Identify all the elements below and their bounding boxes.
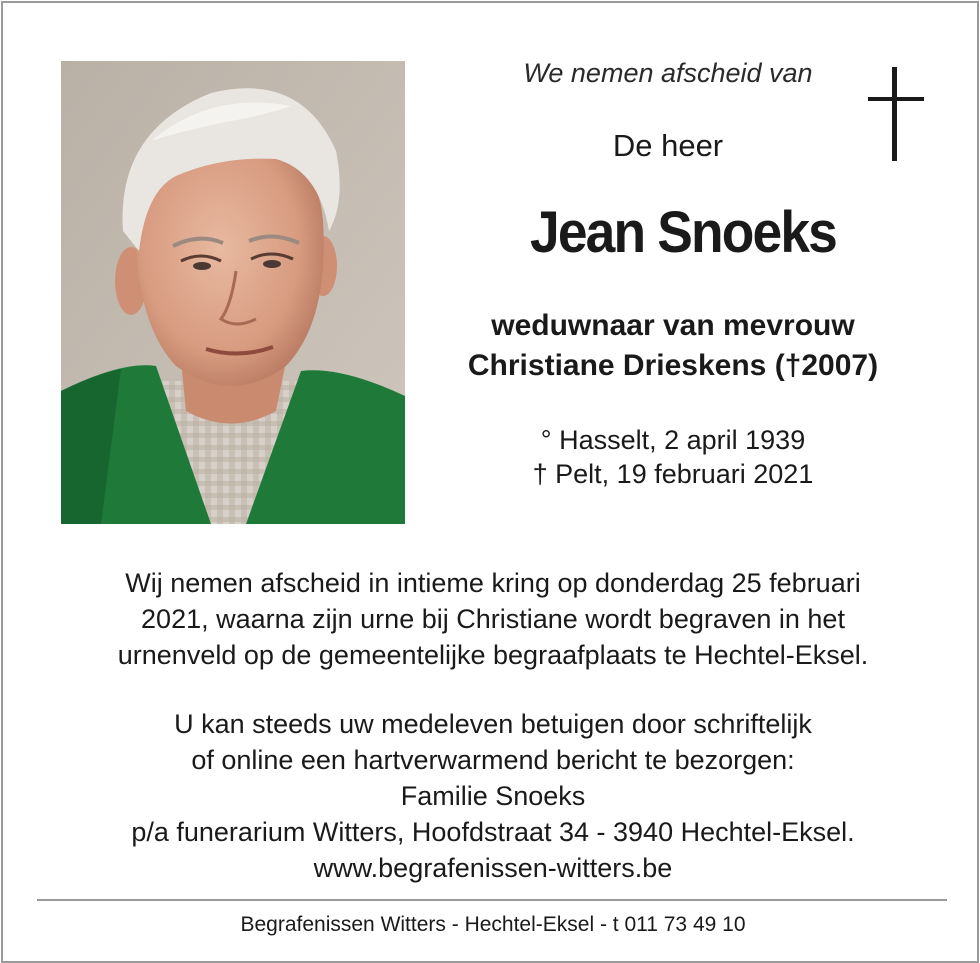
- death-date: † Pelt, 19 februari 2021: [532, 459, 814, 489]
- paragraph-line: U kan steeds uw medeleven betuigen door schriftelijk: [174, 709, 812, 739]
- website-link[interactable]: www.begrafenissen-witters.be: [313, 853, 673, 883]
- ceremony-paragraph: [33, 565, 953, 673]
- footer-text: Begrafenissen Witters - Hechtel-Eksel - t 011 73 49 10: [240, 913, 746, 936]
- footer-divider: [37, 899, 947, 901]
- salutation: De heer: [612, 128, 724, 163]
- deceased-name: Jean Snoeks: [529, 200, 837, 265]
- condolence-paragraph: [33, 706, 953, 886]
- paragraph-line: Wij nemen afscheid in intieme kring op donderdag 25 februari: [125, 568, 861, 598]
- birth-date: ° Hasselt, 2 april 1939: [540, 425, 806, 455]
- spouse-line-2: Christiane Drieskens (†2007): [467, 349, 879, 382]
- paragraph-line: urnenveld op de gemeentelijke begraafplaats te Hechtel-Eksel.: [117, 640, 869, 670]
- obituary-card: [1, 1, 979, 963]
- paragraph-line: of online een hartverwarmend bericht te bezorgen:: [191, 745, 795, 775]
- address-line: p/a funerarium Witters, Hoofdstraat 34 - 3940 Hechtel-Eksel.: [131, 817, 855, 847]
- family-name: Familie Snoeks: [400, 781, 586, 811]
- life-dates: [433, 423, 913, 491]
- intro-text: We nemen afscheid van: [523, 58, 813, 88]
- portrait-photo: [61, 61, 405, 524]
- spouse-info: [403, 306, 943, 386]
- paragraph-line: 2021, waarna zijn urne bij Christiane wordt begraven in het: [141, 604, 845, 634]
- spouse-line-1: weduwnaar van mevrouw: [491, 309, 855, 342]
